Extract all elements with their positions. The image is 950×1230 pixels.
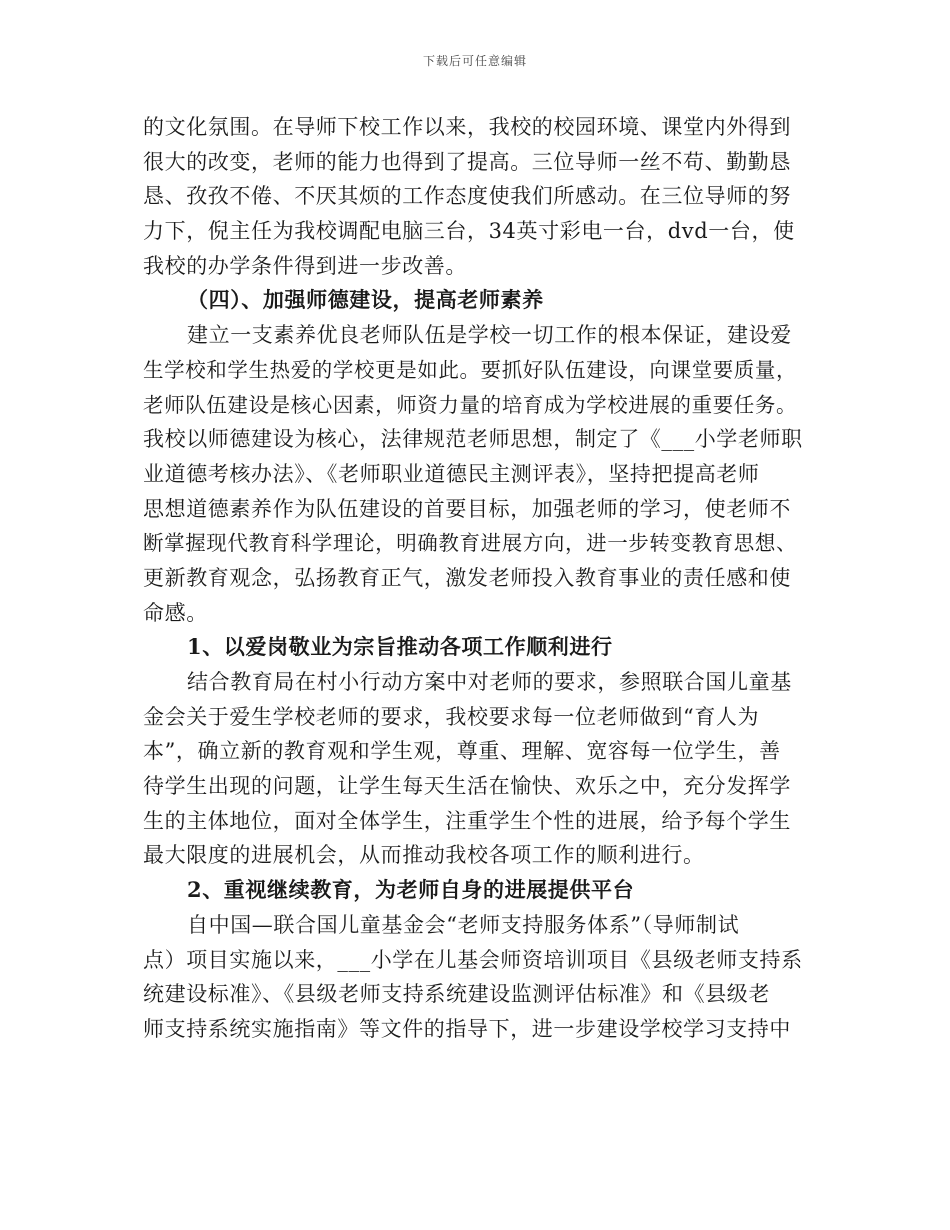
- section-heading: （四）、加强师德建设，提高老师素养: [187, 287, 544, 313]
- page-header: 下载后可任意编辑: [422, 54, 527, 68]
- section-heading: 1、以爱岗敬业为宗旨推动各项工作顺利进行: [187, 634, 613, 660]
- text-line: 金会关于爱生学校老师的要求，我校要求每一位老师做到“育人为: [143, 704, 760, 729]
- text-line: 生的主体地位，面对全体学生，注重学生个性的进展，给予每个学生: [143, 808, 791, 833]
- text-line: 师支持系统实施指南》等文件的指导下，进一步建设学校学习支持中: [143, 1016, 791, 1041]
- text-line: 我校的办学条件得到进一步改善。: [143, 253, 467, 278]
- text-line: 点）项目实施以来，___小学在儿基会师资培训项目《县级老师支持系: [143, 947, 803, 972]
- text-line: 恳、孜孜不倦、不厌其烦的工作态度使我们所感动。在三位导师的努: [143, 184, 791, 209]
- text-line: 很大的改变，老师的能力也得到了提高。三位导师一丝不苟、勤勤恳: [143, 149, 791, 174]
- text-line: 生学校和学生热爱的学校更是如此。要抓好队伍建设，向课堂要质量，: [143, 357, 798, 382]
- text-line: 自中国—联合国儿童基金会“老师支持服务体系”（导师制试: [187, 912, 740, 937]
- text-line: 断掌握现代教育科学理论，明确教育进展方向，进一步转变教育思想、: [143, 531, 798, 556]
- text-line: 更新教育观念，弘扬教育正气，激发老师投入教育事业的责任感和使: [143, 565, 791, 590]
- text-line: 待学生出现的问题，让学生每天生活在愉快、欢乐之中，充分发挥学: [143, 774, 791, 799]
- text-line: 力下，倪主任为我校调配电脑三台，34英寸彩电一台，dvd一台，使: [143, 219, 795, 244]
- text-line: 建立一支素养优良老师队伍是学校一切工作的根本保证，建设爱: [187, 323, 792, 348]
- text-line: 命感。: [143, 600, 208, 625]
- text-line: 我校以师德建设为核心，法律规范老师思想，制定了《___小学老师职: [143, 427, 803, 452]
- text-line: 思想道德素养作为队伍建设的首要目标，加强老师的学习，使老师不: [143, 496, 791, 521]
- text-line: 统建设标准》、《县级老师支持系统建设监测评估标准》和《县级老: [143, 982, 770, 1007]
- text-line: 最大限度的进展机会，从而推动我校各项工作的顺利进行。: [143, 843, 705, 868]
- text-line: 的文化氛围。在导师下校工作以来，我校的校园环境、课堂内外得到: [143, 115, 791, 139]
- text-line: 业道德考核办法》、《老师职业道德民主测评表》，坚持把提高老师: [143, 461, 760, 486]
- text-line: 本”，确立新的教育观和学生观，尊重、理解、宽容每一位学生，善: [143, 739, 781, 764]
- text-line: 老师队伍建设是核心因素，师资力量的培育成为学校进展的重要任务。: [143, 392, 798, 417]
- text-line: 结合教育局在村小行动方案中对老师的要求，参照联合国儿童基: [187, 670, 792, 694]
- document-body: [143, 110, 811, 1047]
- section-heading: 2、重视继续教育，为老师自身的进展提供平台: [187, 877, 635, 903]
